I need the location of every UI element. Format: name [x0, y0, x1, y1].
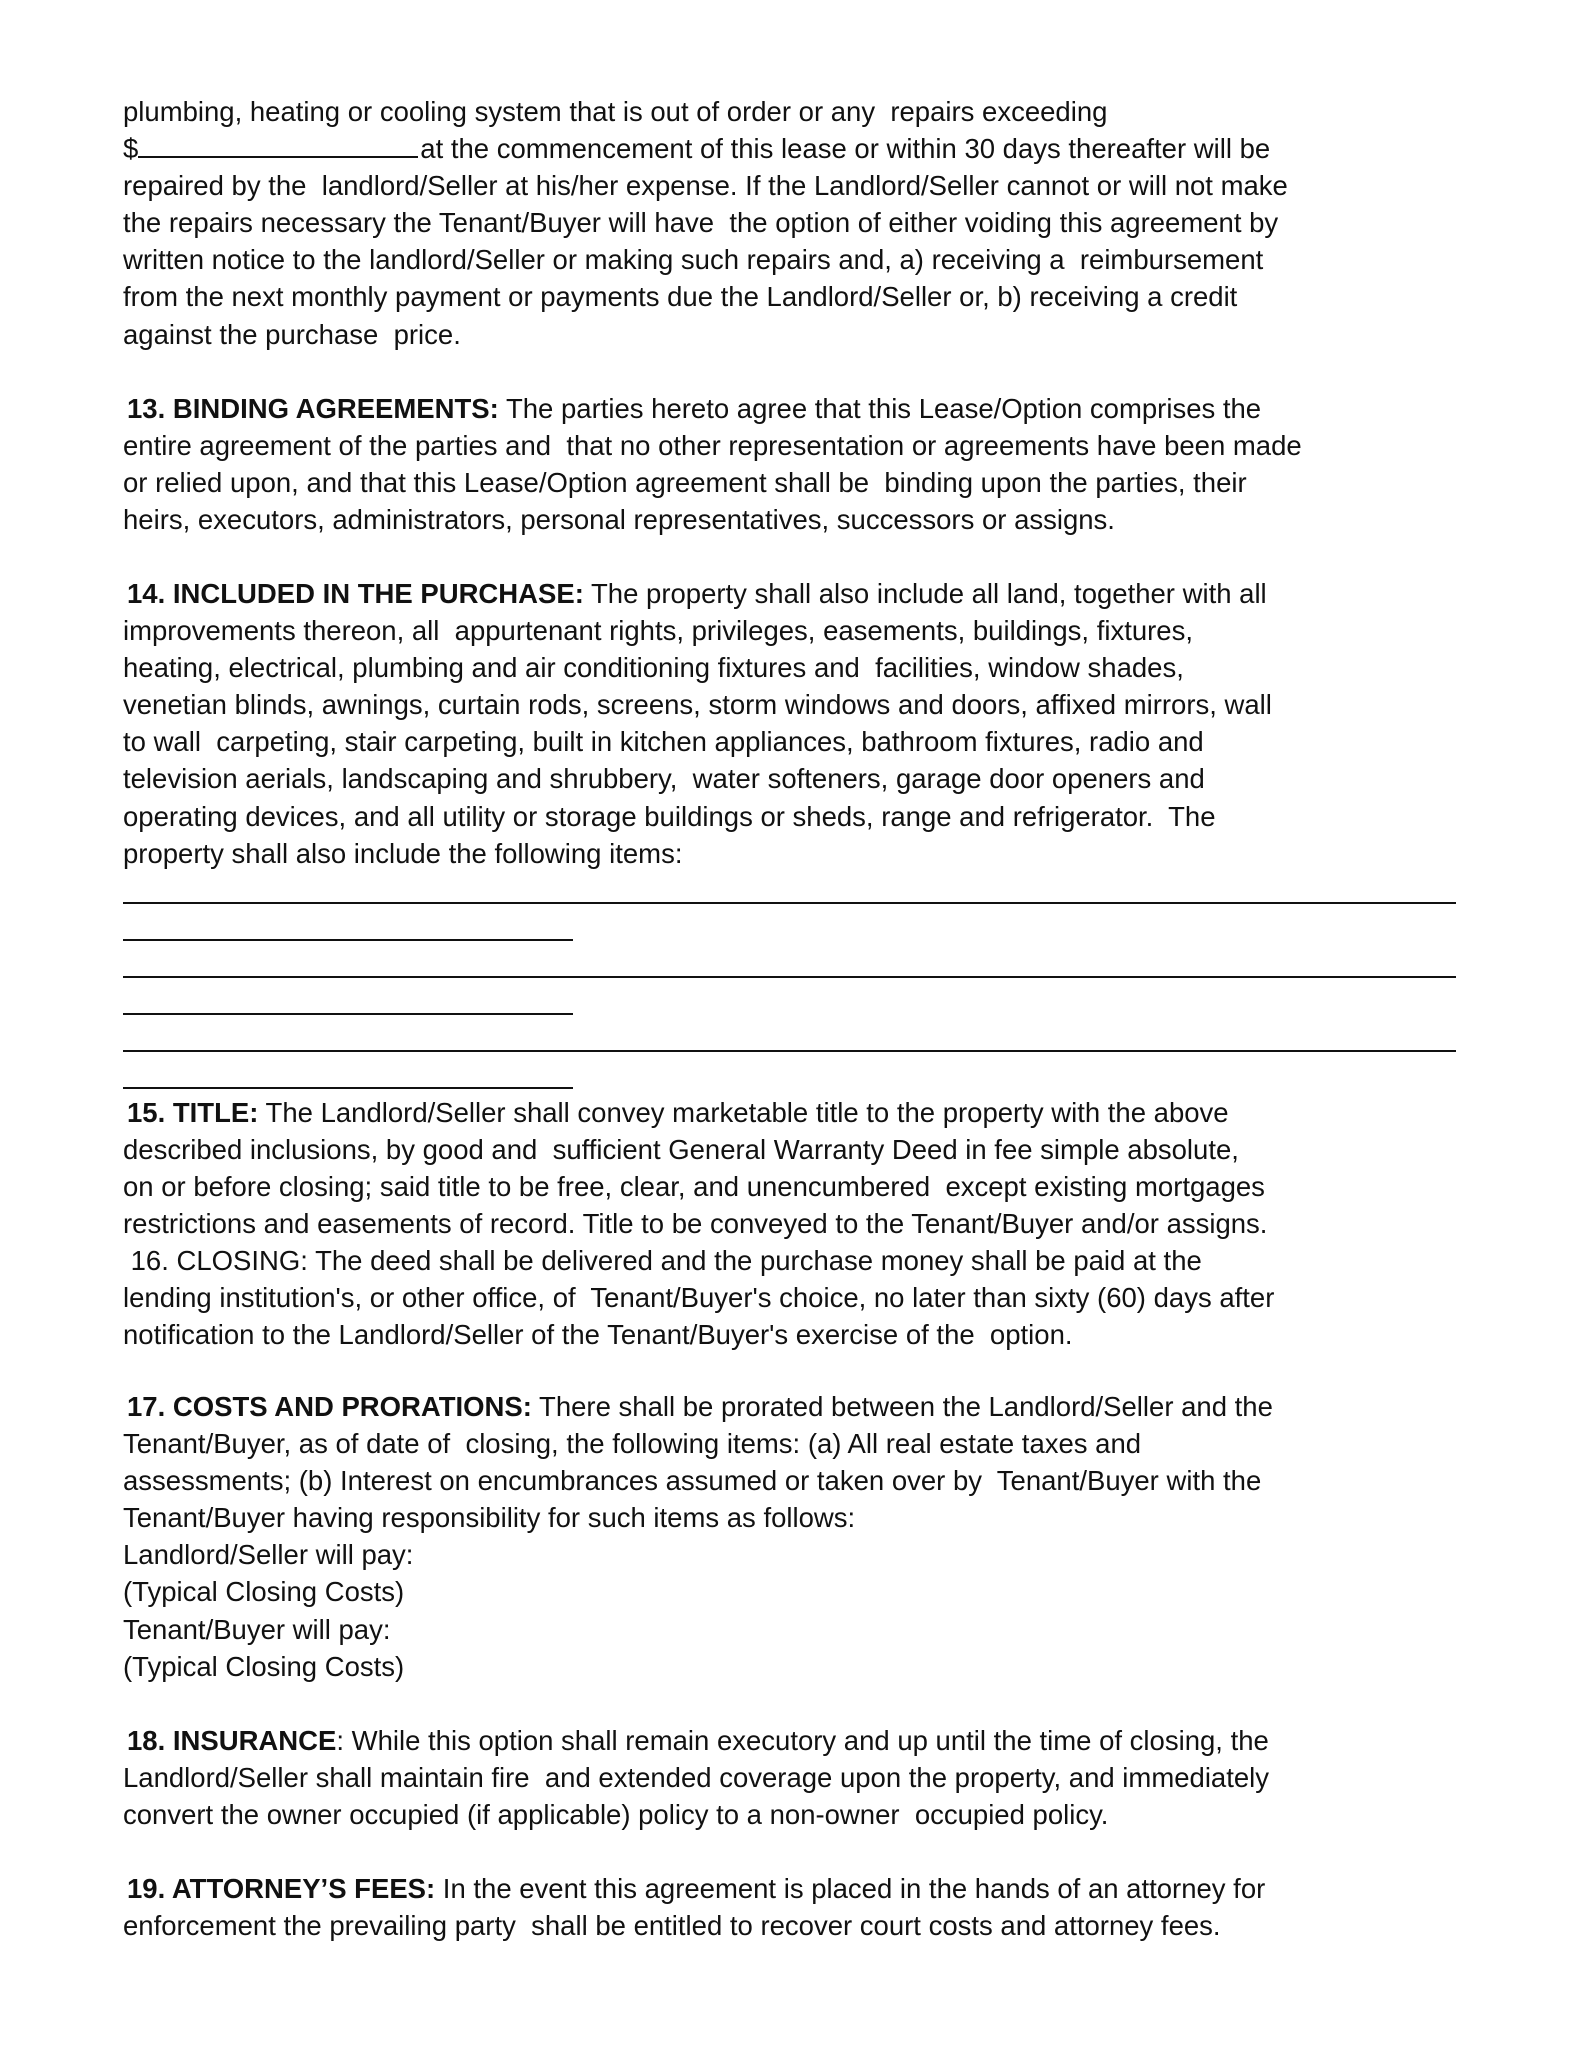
- section-17-costs-prorations: [123, 1388, 1273, 1685]
- text-line: heirs, executors, administrators, personal representatives, successors or assigns.: [123, 504, 1115, 536]
- text-line: against the purchase price.: [123, 318, 461, 350]
- included-items-blank-line[interactable]: [123, 902, 1456, 904]
- text-line: The Landlord/Seller shall convey marketable title to the property with the above: [258, 1097, 1229, 1128]
- text-line: The parties hereto agree that this Lease/Option comprises the: [498, 393, 1262, 424]
- section-heading: 15. TITLE:: [127, 1097, 259, 1128]
- section-12-continuation: [123, 93, 1288, 353]
- section-18-insurance: [123, 1722, 1269, 1833]
- text-line: operating devices, and all utility or storage buildings or sheds, range and refrigerator. The: [123, 800, 1216, 832]
- section-16-closing: [123, 1242, 1274, 1353]
- text-line: 16. CLOSING: The deed shall be delivered and the purchase money shall be paid at the: [123, 1245, 1202, 1276]
- text-line: restrictions and easements of record. Title to be conveyed to the Tenant/Buyer and/or assigns.: [123, 1208, 1268, 1240]
- section-13-binding-agreements: [123, 390, 1302, 538]
- text-line: from the next monthly payment or payments due the Landlord/Seller or, b) receiving a credit: [123, 281, 1238, 313]
- text-line: heating, electrical, plumbing and air conditioning fixtures and facilities, window shades,: [123, 652, 1184, 684]
- section-heading: 19. ATTORNEY’S FEES:: [127, 1873, 436, 1904]
- text-line: at the commencement of this lease or within 30 days thereafter will be: [420, 133, 1271, 165]
- text-line: on or before closing; said title to be free, clear, and unencumbered except existing mortgages: [123, 1171, 1265, 1203]
- section-heading: 18. INSURANCE: [127, 1725, 337, 1756]
- included-items-blank-line[interactable]: [123, 976, 1456, 978]
- text-line: or relied upon, and that this Lease/Option agreement shall be binding upon the parties, their: [123, 467, 1247, 499]
- text-line: described inclusions, by good and sufficient General Warranty Deed in fee simple absolute,: [123, 1134, 1239, 1166]
- text-line: Tenant/Buyer having responsibility for such items as follows:: [123, 1502, 856, 1534]
- section-heading: 14. INCLUDED IN THE PURCHASE:: [127, 578, 584, 609]
- text-line: property shall also include the following items:: [123, 837, 683, 869]
- section-14-included-in-purchase: [123, 575, 1272, 872]
- repair-amount-line: [123, 130, 1288, 167]
- text-line: assessments; (b) Interest on encumbrances assumed or taken over by Tenant/Buyer with the: [123, 1465, 1262, 1497]
- text-line: lending institution's, or other office, of Tenant/Buyer's choice, no later than sixty (60) days after: [123, 1282, 1275, 1314]
- text-line: (Typical Closing Costs): [123, 1576, 405, 1608]
- section-heading: 13. BINDING AGREEMENTS:: [127, 393, 499, 424]
- text-line: to wall carpeting, stair carpeting, built in kitchen appliances, bathroom fixtures, radio and: [123, 726, 1204, 758]
- text-line: : While this option shall remain executory and up until the time of closing, the: [336, 1725, 1269, 1756]
- text-line: television aerials, landscaping and shrubbery, water softeners, garage door openers and: [123, 763, 1205, 795]
- dollar-sign: $: [123, 133, 139, 165]
- text-line: venetian blinds, awnings, curtain rods, screens, storm windows and doors, affixed mirrors, wall: [123, 689, 1272, 721]
- text-line: In the event this agreement is placed in the hands of an attorney for: [435, 1873, 1266, 1904]
- text-line: plumbing, heating or cooling system that is out of order or any repairs exceeding: [123, 96, 1108, 127]
- included-items-blank-line[interactable]: [123, 1087, 573, 1089]
- repair-amount-blank[interactable]: [138, 136, 418, 158]
- text-line: written notice to the landlord/Seller or making such repairs and, a) receiving a reimbursement: [123, 244, 1264, 276]
- text-line: enforcement the prevailing party shall be entitled to recover court costs and attorney fees.: [123, 1910, 1221, 1942]
- text-line: Landlord/Seller will pay:: [123, 1539, 414, 1571]
- included-items-blank-line[interactable]: [123, 939, 573, 941]
- text-line: notification to the Landlord/Seller of the Tenant/Buyer's exercise of the option.: [123, 1319, 1073, 1351]
- text-line: Tenant/Buyer, as of date of closing, the following items: (a) All real estate taxes and: [123, 1428, 1142, 1460]
- included-items-blank-line[interactable]: [123, 1013, 573, 1015]
- text-line: entire agreement of the parties and that no other representation or agreements have been made: [123, 430, 1302, 462]
- text-line: Tenant/Buyer will pay:: [123, 1613, 391, 1645]
- section-heading: 17. COSTS AND PRORATIONS:: [127, 1391, 532, 1422]
- included-items-blank-line[interactable]: [123, 1050, 1456, 1052]
- text-line: repaired by the landlord/Seller at his/her expense. If the Landlord/Seller cannot or will not make: [123, 170, 1288, 202]
- text-line: Landlord/Seller shall maintain fire and extended coverage upon the property, and immediately: [123, 1762, 1270, 1794]
- text-line: convert the owner occupied (if applicable) policy to a non-owner occupied policy.: [123, 1799, 1109, 1831]
- text-line: There shall be prorated between the Landlord/Seller and the: [531, 1391, 1273, 1422]
- text-line: The property shall also include all land, together with all: [583, 578, 1267, 609]
- text-line: (Typical Closing Costs): [123, 1650, 405, 1682]
- section-19-attorneys-fees: [123, 1870, 1265, 1944]
- section-15-title: [123, 1094, 1267, 1242]
- text-line: the repairs necessary the Tenant/Buyer will have the option of either voiding this agreement by: [123, 207, 1279, 239]
- text-line: improvements thereon, all appurtenant rights, privileges, easements, buildings, fixtures,: [123, 615, 1193, 647]
